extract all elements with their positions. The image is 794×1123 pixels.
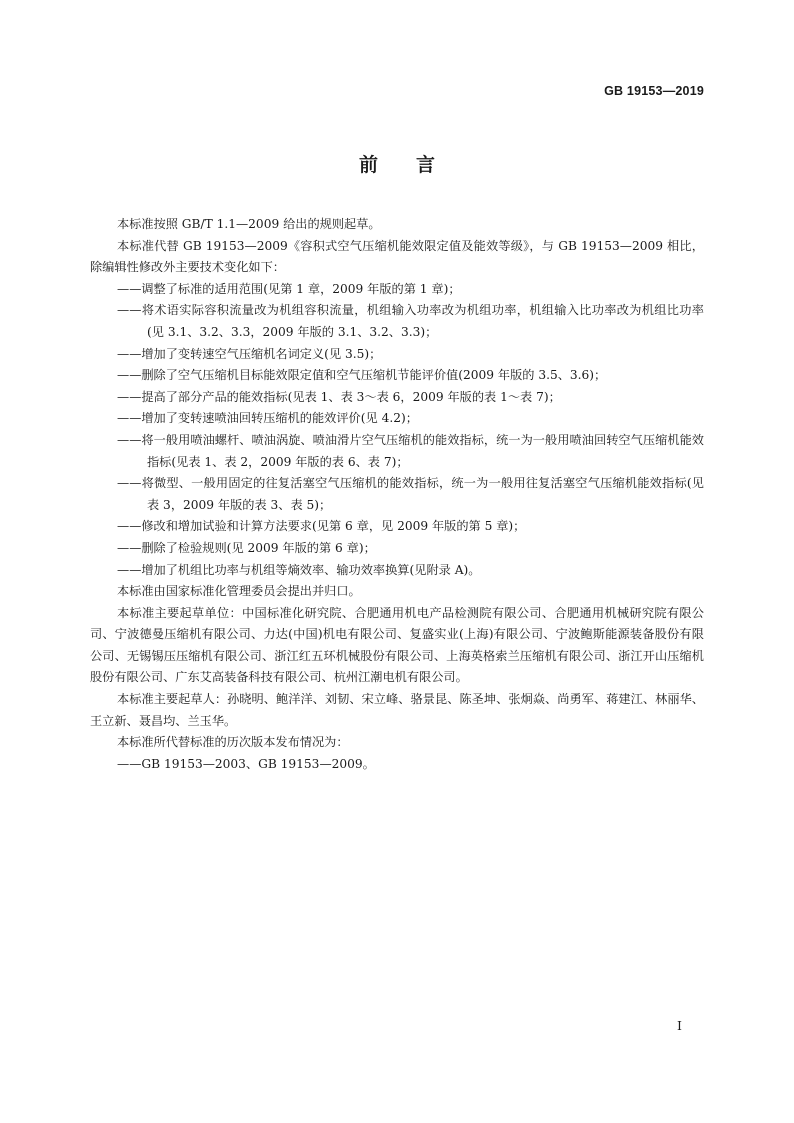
- change-item: ——增加了机组比功率与机组等熵效率、输功效率换算(见附录 A)。: [117, 562, 481, 577]
- paragraph-history: 本标准所代替标准的历次版本发布情况为：: [117, 735, 349, 750]
- change-item: ——删除了检验规则(见 2009 年版的第 6 章)；: [117, 540, 376, 555]
- foreword-body: [90, 214, 704, 775]
- change-item: ——将术语实际容积流量改为机组容积流量，机组输入功率改为机组功率，机组输入比功率改为机组比功率(见 3.1、3.2、3.3，2009 年版的 3.1、3.2、3.3)；: [117, 303, 704, 339]
- page-number: I: [677, 1018, 682, 1033]
- change-item: ——修改和增加试验和计算方法要求(见第 6 章，见 2009 年版的第 5 章)；: [117, 519, 526, 534]
- change-item: ——将一般用喷油螺杆、喷油涡旋、喷油滑片空气压缩机的能效指标，统一为一般用喷油回转空气压缩机能效指标(见表 1、表 2，2009 年版的表 6、表 7)；: [117, 432, 704, 469]
- standard-code-header: GB 19153—2019: [604, 84, 704, 98]
- change-item: ——删除了空气压缩机目标能效限定值和空气压缩机节能评价值(2009 年版的 3.5、3.6)；: [117, 368, 607, 383]
- change-item: ——提高了部分产品的能效指标(见表 1、表 3～表 6，2009 年版的表 1～表 7)；: [117, 389, 561, 404]
- paragraph-drafters: 本标准主要起草人：孙晓明、鲍洋洋、刘韧、宋立峰、骆景昆、陈圣坤、张炯焱、尚勇军、蒋建江、林丽华、王立新、聂昌均、兰玉华。: [90, 692, 704, 728]
- change-item: ——将微型、一般用固定的往复活塞空气压缩机的能效指标，统一为一般用往复活塞空气压缩机能效指标(见表 3，2009 年版的表 3、表 5)；: [117, 476, 704, 512]
- change-item: ——调整了标准的适用范围(见第 1 章，2009 年版的第 1 章)；: [117, 281, 461, 296]
- paragraph-proposer: 本标准由国家标准化管理委员会提出并归口。: [117, 584, 361, 599]
- paragraph-replaces: 本标准代替 GB 19153—2009《容积式空气压缩机能效限定值及能效等级》，与 GB 19153—2009 相比，除编辑性修改外主要技术变化如下：: [90, 238, 704, 275]
- section-title: 前言: [358, 154, 473, 176]
- history-item: ——GB 19153—2003、GB 19153—2009。: [117, 756, 375, 771]
- paragraph-drafting-units: 本标准主要起草单位：中国标准化研究院、合肥通用机电产品检测院有限公司、合肥通用机械研究院有限公司、宁波德曼压缩机有限公司、力达(中国)机电有限公司、复盛实业(上海)有限公司、宁波鲍斯能源装备股份有限公司、无锡锡压压缩机有限公司、浙江红五环机械股份有限公司、上海英格索兰压缩机有限公司、浙江开山压缩机股份有限公司、广东艾高装备科技有限公司、杭州江潮电机有限公司。: [90, 605, 704, 685]
- change-item: ——增加了变转速空气压缩机名词定义(见 3.5)；: [117, 346, 382, 361]
- change-item: ——增加了变转速喷油回转压缩机的能效评价(见 4.2)；: [117, 411, 418, 426]
- paragraph-drafting-rules: 本标准按照 GB/T 1.1—2009 给出的规则起草。: [117, 217, 381, 231]
